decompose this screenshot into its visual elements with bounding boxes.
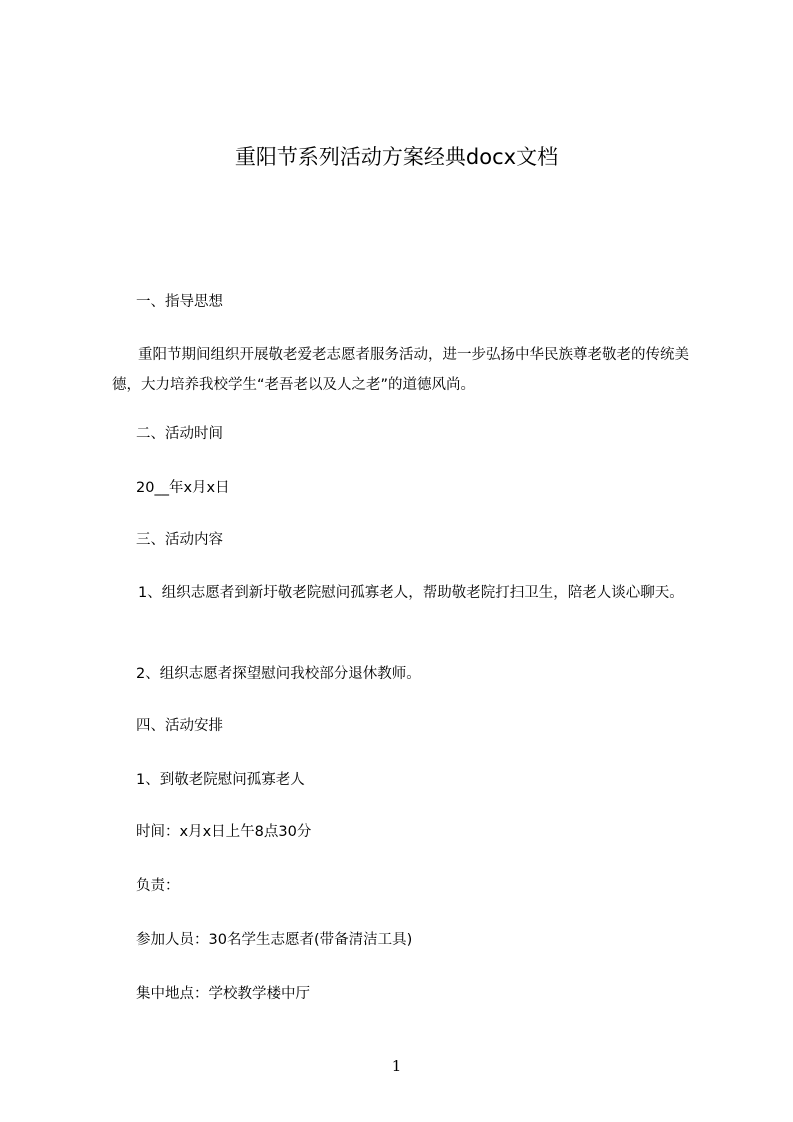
schedule-time-text: 时间：x月x日上午8点30分 <box>136 824 312 840</box>
schedule-location-text: 集中地点：学校教学楼中厅 <box>136 986 310 1002</box>
section-heading-activity-content: 三、活动内容 <box>136 532 223 548</box>
schedule-item-1: 1、到敬老院慰问孤寡老人 <box>136 772 305 788</box>
page-number: 1 <box>391 1057 402 1075</box>
document-title: 重阳节系列活动方案经典docx文档 <box>234 145 559 169</box>
section-heading-activity-schedule: 四、活动安排 <box>136 718 223 734</box>
section-heading-guiding-idea: 一、指导思想 <box>136 294 223 310</box>
section-heading-activity-time: 二、活动时间 <box>136 426 223 442</box>
schedule-participants-text: 参加人员：30名学生志愿者(带备清洁工具) <box>136 932 413 948</box>
schedule-responsible-text: 负责： <box>136 878 180 894</box>
activity-content-item-1: 1、组织志愿者到新圩敬老院慰问孤寡老人，帮助敬老院打扫卫生，陪老人谈心聊天。 <box>138 585 684 601</box>
section-paragraph-guiding-idea: 重阳节期间组织开展敬老爱老志愿者服务活动，进一步弘扬中华民族尊老敬老的传统美德，大力培养我校学生“老吾老以及人之老”的道德风尚。 <box>112 347 689 393</box>
activity-content-item-2: 2、组织志愿者探望慰问我校部分退休教师。 <box>136 666 421 682</box>
activity-date-text: 20__年x月x日 <box>136 480 230 496</box>
